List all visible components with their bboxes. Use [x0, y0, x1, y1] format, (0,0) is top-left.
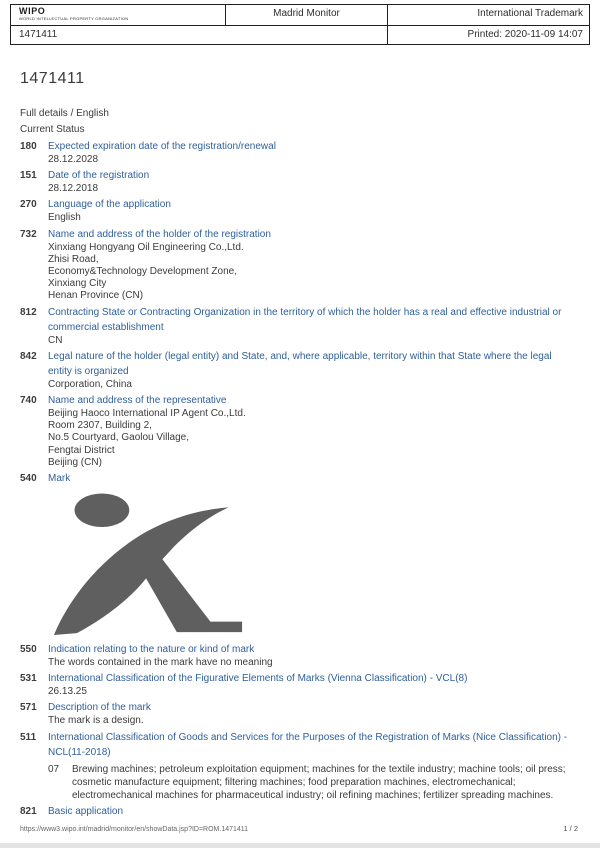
- field-label: Mark: [48, 473, 71, 485]
- full-details-label: Full details / English: [20, 108, 109, 119]
- field-value: Xinxiang City: [48, 278, 107, 290]
- field-code: 821: [20, 805, 37, 817]
- field-code: 812: [20, 306, 37, 318]
- field-content: [48, 197, 578, 224]
- field-value: No.5 Courtyard, Gaolou Village,: [48, 432, 190, 444]
- header-row-bottom: [11, 26, 589, 44]
- header-registration-number: 1471411: [11, 26, 388, 44]
- field-content: [48, 730, 578, 802]
- field-value: Economy&Technology Development Zone,: [48, 266, 237, 278]
- field-value: English: [48, 212, 81, 224]
- field-label: Expected expiration date of the registration/renewal: [48, 141, 276, 152]
- nice-class-code: 07: [48, 763, 60, 775]
- field-content: [48, 349, 578, 391]
- field-content: [48, 671, 578, 698]
- field-label: Legal nature of the holder (legal entity) and State, and, where applicable, territory within that State where the legal entity is organized: [48, 350, 552, 377]
- field-value: Corporation, China: [48, 378, 132, 390]
- figure-head: [75, 493, 130, 527]
- field-row: [20, 730, 578, 802]
- field-row: [20, 471, 578, 640]
- field-value: Zhisi Road,: [48, 253, 99, 265]
- field-code: 740: [20, 395, 37, 407]
- field-value: The mark is a design.: [48, 715, 144, 727]
- field-code: 550: [20, 644, 37, 656]
- field-content: [48, 227, 578, 303]
- field-label: Name and address of the holder of the registration: [48, 228, 271, 240]
- field-label: International Classification of Goods and Services for the Purposes of the Registration of Marks (Nice Classification) - NCL(11-2018): [48, 731, 568, 758]
- field-code: 180: [20, 141, 37, 152]
- field-content: [48, 471, 578, 640]
- page-title: 1471411: [20, 70, 85, 87]
- wipo-logo-subtitle: WORLD INTELLECTUAL PROPERTY ORGANIZATION: [19, 16, 129, 21]
- field-row: [20, 168, 578, 195]
- header-center-title: Madrid Monitor: [226, 5, 388, 25]
- field-value: Fengtai District: [48, 444, 115, 456]
- mark-image: [50, 492, 578, 636]
- wipo-logo: [11, 5, 226, 25]
- stylized-running-figure-k-icon: [50, 492, 246, 636]
- field-code: 531: [20, 673, 37, 685]
- field-label: Description of the mark: [48, 702, 151, 714]
- footer-page-indicator: 1 / 2: [563, 824, 578, 833]
- header-right-title: International Trademark: [477, 8, 583, 19]
- header-printed-date: Printed: 2020-11-09 14:07: [467, 28, 583, 40]
- field-value: 28.12.2018: [48, 183, 99, 195]
- field-value: Beijing Haoco International IP Agent Co.,Ltd.: [48, 408, 246, 420]
- header-row-top: [11, 5, 589, 26]
- field-row: [20, 393, 578, 469]
- field-label: Name and address of the representative: [48, 395, 227, 407]
- field-value: The words contained in the mark have no meaning: [48, 657, 273, 669]
- field-value: Henan Province (CN): [48, 290, 144, 302]
- field-code: 151: [20, 170, 37, 182]
- field-row: [20, 642, 578, 669]
- current-status-label: Current Status: [20, 124, 85, 135]
- field-label: International Classification of the Figurative Elements of Marks (Vienna Classification) - VCL(8): [48, 673, 468, 685]
- field-value: Room 2307, Building 2,: [48, 420, 152, 432]
- field-content: [48, 393, 578, 469]
- field-value: 28.12.2028: [48, 154, 99, 165]
- nice-class-row: [48, 763, 578, 802]
- field-value: CN: [48, 334, 63, 346]
- field-label: Indication relating to the nature or kind of mark: [48, 644, 255, 656]
- field-code: 540: [20, 473, 37, 485]
- header-table: [10, 4, 590, 45]
- field-code: 571: [20, 702, 37, 714]
- field-content: [48, 700, 578, 727]
- field-value: Xinxiang Hongyang Oil Engineering Co.,Ltd.: [48, 241, 244, 253]
- field-value: 26.13.25: [48, 686, 87, 698]
- field-label: Language of the application: [48, 199, 171, 211]
- field-row: [20, 197, 578, 224]
- field-value: Beijing (CN): [48, 456, 102, 468]
- field-content: [48, 642, 578, 669]
- wipo-logo-title: WIPO: [19, 6, 46, 16]
- field-code: 732: [20, 228, 37, 240]
- field-code: 270: [20, 199, 37, 211]
- field-content: [48, 139, 578, 166]
- field-row: [20, 227, 578, 303]
- field-content: [48, 804, 578, 819]
- field-row: [20, 671, 578, 698]
- field-label: Contracting State or Contracting Organization in the territory of which the holder has a real and effective industrial or commercial establishment: [48, 306, 562, 333]
- field-row: [20, 305, 578, 347]
- field-row: [20, 700, 578, 727]
- field-code: 511: [20, 731, 37, 743]
- field-code: 842: [20, 350, 37, 362]
- field-row: [20, 804, 578, 819]
- field-content: [48, 305, 578, 347]
- field-row: [20, 349, 578, 391]
- field-row: [20, 139, 578, 166]
- page-bottom-edge: [0, 843, 600, 848]
- field-content: [48, 168, 578, 195]
- figure-body: [54, 507, 242, 635]
- field-label: Date of the registration: [48, 170, 150, 182]
- nice-class-goods-text: Brewing machines; petroleum exploitation equipment; machines for the textile industry; machine tools; oil press; cosmetic manufacture equipment; filtering machines; food preparation machines, electromechanical; electromechanical machines for pharmaceutical industry; oil refining machines; fertilizer spreading machines.: [72, 763, 566, 801]
- footer-url: https://www3.wipo.int/madrid/monitor/en/showData.jsp?ID=ROM.1471411: [20, 826, 249, 833]
- field-list: [20, 139, 578, 821]
- field-label: Basic application: [48, 805, 124, 817]
